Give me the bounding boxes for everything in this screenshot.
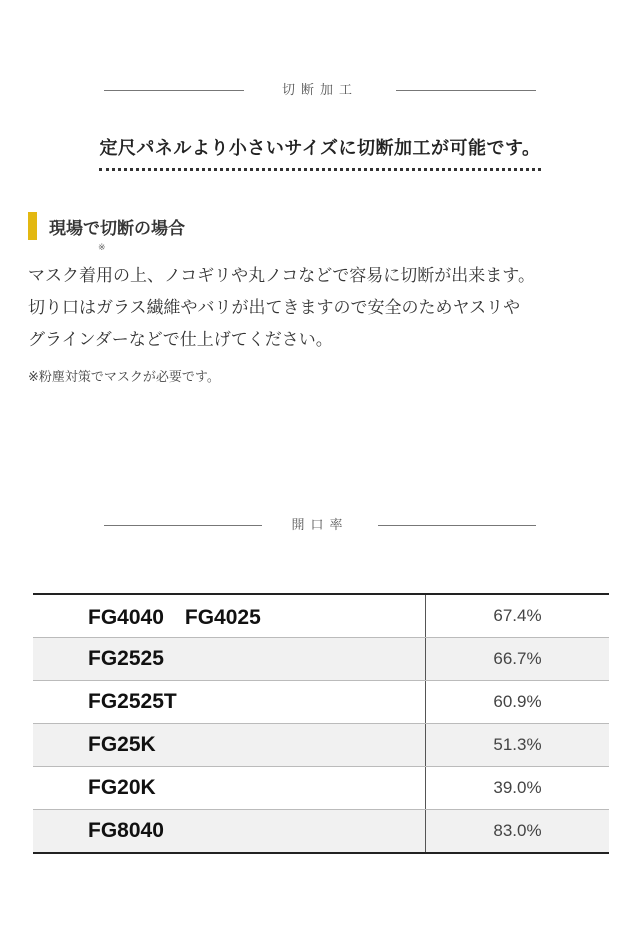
ratio-cell: 83.0% [426,810,610,854]
table-row [33,681,609,724]
ratio-cell: 67.4% [426,594,610,638]
table-row [33,594,609,638]
model-cell: FG20K [33,767,426,810]
open-ratio-table [33,593,609,854]
model-cell: FG25K [33,724,426,767]
cutting-lead [0,134,640,171]
table-row [33,638,609,681]
model-cell: FG2525T [33,681,426,724]
body-line1-before: マスク着 [28,266,96,286]
mask-note: ※粉塵対策でマスクが必要です。 [28,370,220,385]
model-cell: FG8040 [33,810,426,854]
onsite-cutting-heading-text: 現場で切断の場合 [49,218,185,239]
accent-bar [28,212,37,240]
onsite-cutting-heading [28,212,185,240]
table-row [33,724,609,767]
ratio-cell: 60.9% [426,681,610,724]
heading-rule-right [378,525,536,526]
model-cell: FG2525 [33,638,426,681]
ref-mark: ※ [98,243,106,253]
cutting-heading-label: 切断加工 [281,83,358,98]
cutting-body-line-3: グラインダーなどで仕上げてください。 [28,330,333,350]
ratio-cell: 39.0% [426,767,610,810]
cutting-lead-text: 定尺パネルより小さいサイズに切断加工が可能です。 [99,134,540,171]
body-line1-after: の上、ノコギリや丸ノコなどで容易に切断が出来ます。 [113,266,535,286]
open-ratio-section-heading [0,514,640,538]
ratio-cell: 66.7% [426,638,610,681]
model-cell: FG4040 FG4025 [33,594,426,638]
cutting-body-line-2: 切り口はガラス繊維やバリが出てきますので安全のためヤスリや [28,298,521,318]
cutting-section-heading [0,79,640,103]
cutting-body [28,243,632,356]
cutting-body-line-1 [28,243,632,292]
body-line1-ref [96,243,113,292]
heading-rule-right [396,90,536,91]
open-ratio-heading-label: 開口率 [291,518,349,533]
ratio-cell: 51.3% [426,724,610,767]
table-row [33,810,609,854]
table-row [33,767,609,810]
body-line1-ref-word: 用 [96,266,113,286]
